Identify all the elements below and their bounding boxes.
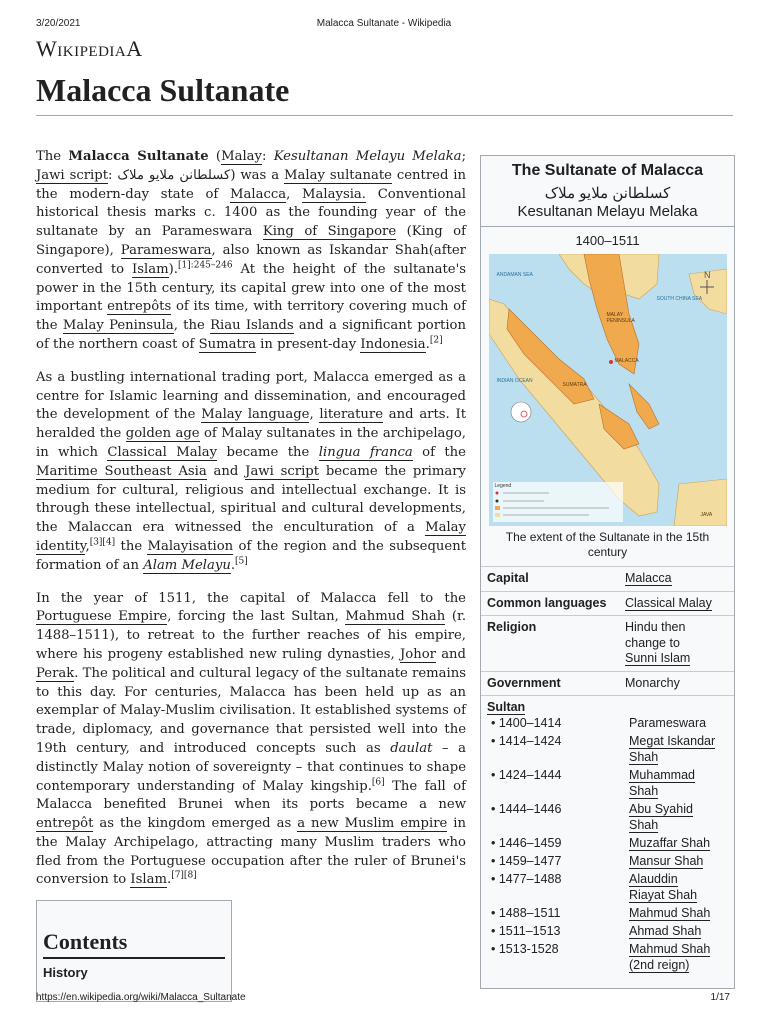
sultan-row [481, 870, 734, 904]
sultan-reign: • 1444–1446 [491, 802, 562, 816]
sultan-name[interactable] [629, 871, 728, 903]
sultan-reign: • 1477–1488 [491, 872, 562, 886]
infobox-years: 1400–1511 [575, 233, 640, 248]
article-link[interactable]: Mahmud Shah [345, 609, 446, 625]
sultan-name-line[interactable]: Megat Iskandar [629, 734, 716, 748]
text-run: of the region and the subsequent formation of an [36, 538, 466, 573]
citation[interactable]: [7][8] [171, 871, 197, 882]
text-run: in present-day [255, 336, 361, 352]
infobox-row [481, 615, 734, 671]
title-divider [36, 115, 733, 116]
infobox-row-value [625, 676, 728, 692]
article-link[interactable]: lingua franca [318, 444, 413, 460]
value-text: Monarchy [625, 675, 680, 690]
sultan-name[interactable] [629, 733, 728, 765]
toc-item-history[interactable]: History [43, 965, 88, 980]
sultan-name[interactable] [629, 767, 728, 799]
text-run: . The political and cultural legacy of the sultanate remains to this day. For centuries, Malacca has been held up as an exemplar of Malay-Muslim civilisation. It established systems of trade, diplomacy, and governance that persisted well into the 19th century, and introduced concepts such as [36, 665, 466, 756]
article-link[interactable]: Alam Melayu [143, 557, 231, 573]
article-link[interactable]: Parameswara [120, 242, 212, 258]
article-link[interactable]: entrepôt [36, 816, 94, 832]
label-malay-peninsula: MALAY PENINSULA [606, 312, 635, 324]
infobox-row-label: Government [487, 675, 561, 690]
text-run: (King of Singapore), [36, 224, 466, 258]
text-run: became the primary medium for cultural, religious and intellectual exchange. It is through these intellectual, spiritual and cultural developments, the Malaccan era witnessed the enculturation of a [36, 463, 466, 536]
italic-term: Kesultanan Melayu Melaka [273, 149, 462, 164]
map-caption: The extent of the Sultanate in the 15th century [505, 530, 710, 559]
text-run: ; [461, 149, 467, 164]
paragraph-1 [36, 148, 466, 355]
text-run: the [115, 538, 148, 554]
text-run: (r. 1488–1511), to retreat to the further reaches of his empire, where his progeny established new ruling dynasties, [36, 609, 467, 662]
label-malacca: MALACCA [614, 358, 639, 364]
text-run: ( [208, 149, 222, 164]
infobox-divider [481, 226, 734, 227]
article-link[interactable]: Indonesia [360, 336, 426, 352]
print-date: 3/20/2021 [36, 18, 81, 29]
infobox-native-malay: Kesultanan Melayu Melaka [517, 203, 698, 220]
infobox-row-label: Common languages [487, 595, 607, 610]
sultan-name-line[interactable]: Alauddin [629, 872, 678, 886]
sultan-name-line[interactable]: Mansur Shah [629, 854, 704, 868]
article-link[interactable]: Islam [130, 872, 167, 888]
text-run: , [85, 538, 90, 554]
print-title: Malacca Sultanate - Wikipedia [316, 18, 452, 29]
value-line: change to [625, 635, 680, 650]
article-link[interactable]: Islam [132, 261, 169, 277]
sultan-reign: • 1513-1528 [491, 942, 559, 956]
label-indian-ocean: INDIAN OCEAN [496, 378, 533, 384]
text-run: The [36, 149, 69, 164]
article-link[interactable]: Sumatra [198, 336, 256, 352]
article-link[interactable]: a new Muslim empire [297, 816, 448, 832]
infobox-rows [481, 566, 734, 974]
sultan-reign: • 1424–1444 [491, 768, 562, 782]
text-run: , the [173, 318, 211, 334]
value-line[interactable]: Sunni Islam [625, 651, 691, 665]
sultan-name [629, 715, 728, 731]
article-link[interactable]: Johor [399, 646, 436, 662]
infobox-row [481, 566, 734, 591]
sultan-row [481, 922, 734, 940]
text-run: in the Malay Archipelago, attracting many Muslim traders who fled from the Portuguese occupation after the ruler of Brunei's conversion to [36, 816, 467, 888]
value-text[interactable]: Classical Malay [625, 595, 712, 610]
article-link[interactable]: Malay identity [36, 520, 466, 554]
article-link[interactable]: Classical Malay [107, 444, 218, 460]
paragraph-3 [36, 590, 466, 891]
text-run: The fall of Malacca benefited Brunei when its ports became a new [36, 778, 467, 813]
sultan-name[interactable] [629, 853, 728, 869]
infobox [480, 155, 735, 989]
paragraph-2 [36, 369, 466, 576]
text-run: of Malay sultanates in the archipelago, in which [36, 426, 466, 460]
table-of-contents [36, 900, 232, 1002]
value-line: Hindu then [625, 620, 686, 634]
sultan-name[interactable] [629, 801, 728, 833]
citation[interactable]: [2] [429, 335, 443, 346]
text-run: , [309, 407, 320, 423]
text-run: . [166, 872, 172, 888]
text-run: : [261, 149, 274, 164]
sultan-name-line[interactable]: Riayat Shah [629, 888, 698, 902]
text-run: ). [168, 261, 178, 277]
text-run: and [435, 646, 466, 662]
svg-text:N: N [703, 270, 710, 280]
sultan-name-line[interactable]: (2nd reign) [629, 958, 690, 972]
map-image [489, 254, 727, 526]
article-link[interactable]: Malacca [230, 186, 287, 202]
sultan-reign: • 1488–1511 [491, 906, 561, 920]
article-link[interactable]: Malay sultanate [284, 167, 392, 183]
sultan-row [481, 714, 734, 732]
wikipedia-logo[interactable]: WikipediaA [36, 36, 143, 61]
article-link[interactable]: Malay language [201, 407, 310, 423]
sultan-reign: • 1459–1477 [491, 854, 562, 868]
article-link[interactable]: Malayisation [147, 538, 234, 554]
sultan-name-line[interactable]: Shah [629, 818, 659, 832]
label-java: JAVA [700, 512, 713, 518]
italic-term: daulat [390, 740, 433, 756]
text-run: centred in the modern-day state of [36, 167, 467, 202]
value-text[interactable]: Malacca [625, 571, 672, 585]
page-title: Malacca Sultanate [36, 72, 290, 108]
sultan-name[interactable] [629, 941, 728, 973]
text-run: of its time, with territory covering much of the [36, 299, 466, 334]
text-run: as the kingdom emerged as [93, 816, 298, 832]
text-run: As a bustling international trading port, Malacca emerged as a centre for Islamic learning and dissemination, and encouraged the development of the [36, 369, 466, 423]
text-run: , forcing the last Sultan, [167, 609, 346, 625]
text-run: At the height of the sultanate's power in the 15th century, its capital grew into one of the most important [36, 261, 467, 315]
article-link[interactable]: literature [319, 407, 384, 423]
text-run: became the [217, 444, 319, 460]
infobox-row [481, 671, 734, 696]
text-run: : كسلطانن ملايو ملاک) was a [108, 167, 285, 183]
sultan-name[interactable] [629, 923, 728, 939]
text-run: In the year of 1511, the capital of Malacca fell to the [36, 590, 466, 606]
sultanate-map[interactable] [489, 254, 727, 526]
article-link[interactable]: Malay Peninsula [62, 318, 174, 334]
text-run: and [206, 463, 246, 479]
map-legend-title: Legend [494, 483, 512, 489]
footer-url: https://en.wikipedia.org/wiki/Malacca_Sultanate [36, 992, 246, 1003]
sultan-row [481, 940, 734, 974]
article-link[interactable]: Maritime Southeast Asia [36, 463, 207, 479]
sultan-reign: • 1400–1414 [491, 716, 562, 730]
sultan-row [481, 834, 734, 852]
article-link[interactable]: King of Singapore [262, 224, 397, 240]
sultan-name-line[interactable]: Muzaffar Shah [629, 836, 711, 850]
infobox-row-value[interactable] [625, 571, 728, 587]
infobox-row-label: Capital [487, 571, 529, 585]
article-link[interactable]: Riau Islands [210, 318, 294, 334]
article-link[interactable]: Perak [36, 665, 75, 681]
sultan-reign: • 1414–1424 [491, 734, 562, 748]
article-link[interactable]: entrepôts [107, 299, 172, 315]
sultan-name-line[interactable]: Mahmud Shah [629, 942, 711, 956]
infobox-native-jawi: كسلطانن ملايو ملاک [544, 185, 671, 202]
infobox-row [481, 591, 734, 616]
sultan-name-line: Parameswara [629, 716, 707, 730]
sultan-label[interactable]: Sultan [487, 700, 526, 714]
label-andaman-sea: ANDAMAN SEA [496, 272, 533, 278]
citation[interactable]: [1]:245–246 [177, 260, 233, 271]
contents-divider [43, 957, 225, 959]
text-run: , [286, 186, 303, 202]
sultan-reign: • 1446–1459 [491, 836, 562, 850]
text-run: and arts. It heralded the [36, 407, 466, 442]
sultan-name-line[interactable]: Abu Syahid [629, 802, 693, 816]
sultan-row [481, 766, 734, 800]
text-run: – a distinctly Malay notion of sovereignty – that continues to shape contemporary understanding of Malay kingship. [36, 740, 467, 794]
article-link[interactable]: golden age [125, 426, 200, 442]
text-run: . [425, 336, 430, 352]
sultan-name-line[interactable]: Shah [629, 750, 659, 764]
bold-term: Malacca Sultanate [68, 149, 209, 164]
label-south-china-sea: SOUTH CHINA SEA [656, 296, 703, 302]
infobox-row-sultan [481, 695, 734, 714]
sultan-row [481, 904, 734, 922]
text-run: , also known as Iskandar Shah(after converted to [36, 242, 466, 277]
contents-heading: Contents [43, 929, 128, 954]
sultan-row [481, 852, 734, 870]
sultan-reign: • 1511–1513 [491, 924, 561, 938]
sultan-name-line[interactable]: Ahmad Shah [629, 924, 702, 938]
article-link[interactable]: Malaysia. [302, 186, 366, 202]
sultan-name[interactable] [629, 835, 728, 851]
article-body [36, 148, 466, 904]
sultan-row [481, 800, 734, 834]
sultan-name-line[interactable]: Shah [629, 784, 659, 798]
infobox-row-value[interactable] [625, 596, 728, 612]
footer-page-number: 1/17 [710, 992, 730, 1003]
sultan-name[interactable] [629, 905, 728, 921]
citation[interactable]: [6] [371, 777, 385, 788]
text-run: and a significant portion of the northern coast of [36, 318, 466, 352]
text-run: . [230, 557, 236, 573]
article-link[interactable]: Jawi script [245, 463, 320, 479]
sultan-name-line[interactable]: Mahmud Shah [629, 906, 711, 920]
text-run: of the [412, 444, 466, 460]
infobox-row-label: Religion [487, 620, 537, 634]
article-link[interactable]: Portuguese Empire [36, 609, 168, 625]
infobox-title: The Sultanate of Malacca [511, 162, 704, 179]
sultan-name-line[interactable]: Muhammad [629, 768, 695, 782]
citation[interactable]: [3][4] [89, 537, 116, 548]
article-link[interactable]: Jawi script [36, 167, 108, 183]
text-run: Conventional historical thesis marks c. 1400 as the founding year of the sultanate by an Parameswara [36, 186, 467, 240]
citation[interactable]: [5] [235, 556, 248, 567]
infobox-row-value [625, 620, 728, 667]
sultan-row [481, 732, 734, 766]
article-link[interactable]: Malay [221, 149, 262, 164]
label-sumatra: SUMATRA [562, 382, 587, 388]
